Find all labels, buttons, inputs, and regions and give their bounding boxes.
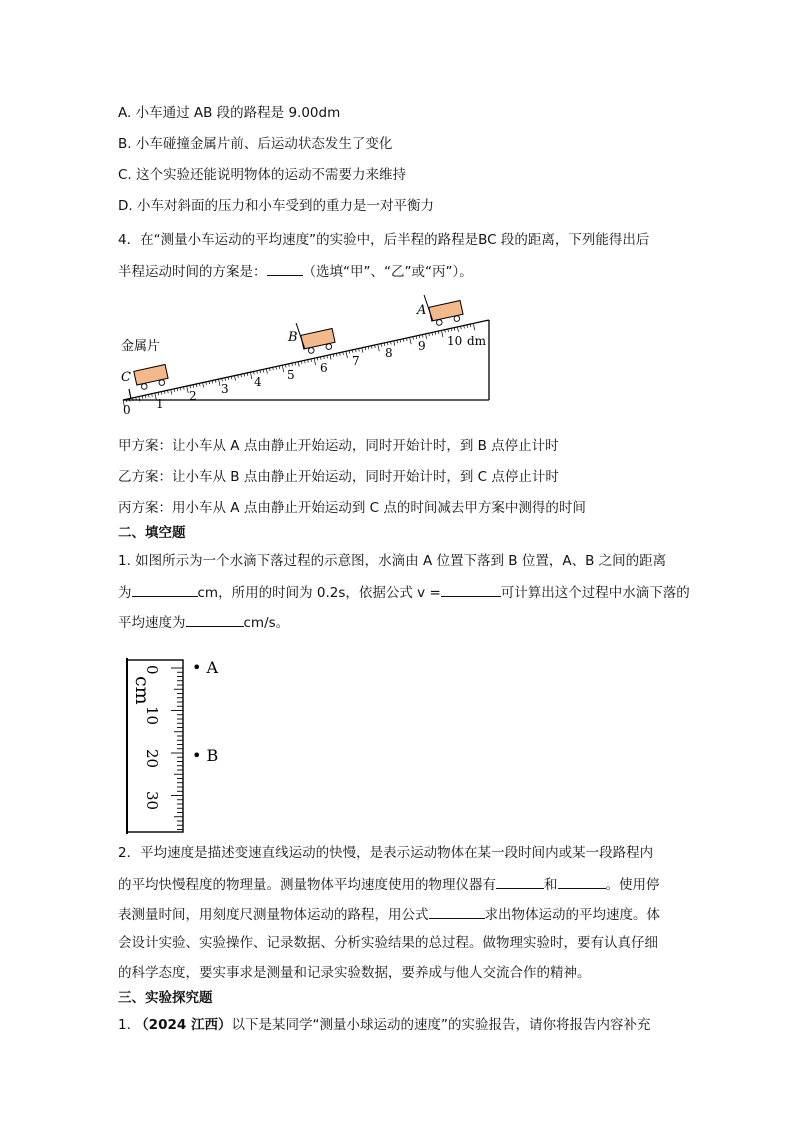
fill2-instrument2-blank[interactable] <box>558 874 606 889</box>
fill2-line3-post: 求出物体运动的平均速度。体 <box>484 907 660 923</box>
ramp-unit: dm <box>467 334 487 348</box>
fill1-line2 <box>118 582 690 602</box>
drop-a: • A <box>192 658 219 677</box>
q4-line2-post: （选填“甲”、“乙”或“丙”）。 <box>302 264 473 280</box>
option-a: A. 小车通过 AB 段的路程是 9.00dm <box>118 105 341 121</box>
cart-b <box>296 316 336 355</box>
cart-a <box>424 290 464 327</box>
fill1-line2-mid: cm，所用的时间为 0.2s，依据公式 v = <box>197 585 441 601</box>
tick-1: 1 <box>156 397 164 411</box>
fill1-line3-pre: 平均速度为 <box>118 615 186 631</box>
tick-2: 2 <box>189 389 197 403</box>
fill2-line5: 的科学态度，要实事求是测量和记录实验数据，要养成与他人交流合作的精神。 <box>118 965 591 981</box>
tick-5: 5 <box>287 368 295 382</box>
ruler-unit: cm <box>131 676 153 705</box>
q4-line1: 4．在“测量小车运动的平均速度”的实验中，后半程的路程是BC 段的距离，下列能得出后 <box>118 232 650 248</box>
ruler-tick-10: 10 <box>143 706 161 726</box>
plan-jia: 甲方案：让小车从 A 点由静止开始运动，同时开始计时，到 B 点停止计时 <box>118 438 559 454</box>
fill2-line1: 2．平均速度是描述变速直线运动的快慢，是表示运动物体在某一段时间内或某一段路程内 <box>118 845 654 861</box>
fill1-line2-pre: 为 <box>118 585 132 601</box>
q4-line2 <box>118 261 473 281</box>
option-c: C. 这个实验还能说明物体的运动不需要力来维持 <box>118 167 407 183</box>
tick-10: 10 <box>447 334 463 348</box>
fill2-line2 <box>118 874 660 894</box>
fill1-line2-post: 可计算出这个过程中水滴下落的 <box>500 585 690 601</box>
fill2-line3-pre: 表测量时间，用刻度尺测量物体运动的路程，用公式 <box>118 907 429 923</box>
fill2-instrument1-blank[interactable] <box>496 874 544 889</box>
fill1-line3 <box>118 612 289 632</box>
section-2-title: 二、填空题 <box>118 525 186 541</box>
cart-c <box>134 365 169 391</box>
exp1-line1-post: 以下是某同学“测量小球运动的速度”的实验报告，请你将报告内容补充 <box>231 1017 651 1033</box>
ramp-ruler-ticks <box>123 323 475 406</box>
tick-9: 9 <box>418 339 426 353</box>
q4-answer-blank[interactable] <box>267 261 303 276</box>
fill2-line4: 会设计实验、实验操作、记录数据、分析实验结果的总过程。做物理实验时，要有认真仔细 <box>118 935 658 951</box>
fill2-line2-mid: 和 <box>544 877 558 893</box>
fill2-formula-blank[interactable] <box>429 904 485 919</box>
fill1-distance-blank[interactable] <box>132 582 198 597</box>
label-b: B <box>288 330 298 345</box>
label-a: A <box>417 303 427 318</box>
ruler-tick-20: 20 <box>143 749 161 769</box>
tick-6: 6 <box>320 361 328 375</box>
tick-3: 3 <box>221 382 229 396</box>
ruler-tick-0: 0 <box>143 665 161 675</box>
exp1-line1 <box>118 1016 650 1034</box>
ruler-tick-30: 30 <box>143 791 161 811</box>
ruler-figure <box>120 654 230 836</box>
exp1-source-tag: （2024 江西） <box>135 1017 232 1033</box>
tick-4: 4 <box>254 375 262 389</box>
tick-0: 0 <box>123 403 131 417</box>
plan-yi: 乙方案：让小车从 B 点由静止开始运动，同时开始计时，到 C 点停止计时 <box>118 469 559 485</box>
tick-7: 7 <box>352 354 360 368</box>
fill1-line3-post: cm/s。 <box>243 615 290 631</box>
fill1-speed-blank[interactable] <box>186 612 244 627</box>
fill1-line1: 1. 如图所示为一个水滴下落过程的示意图，水滴由 A 位置下落到 B 位置，A、B 之间的距离 <box>118 553 667 569</box>
label-c: C <box>121 370 131 385</box>
option-b: B. 小车碰撞金属片前、后运动状态发生了变化 <box>118 136 393 152</box>
tick-8: 8 <box>385 346 393 360</box>
metal-label: 金属片 <box>121 339 161 354</box>
fill2-line2-post: 。使用停 <box>605 877 660 893</box>
metal-plate <box>129 389 131 399</box>
plan-bing: 丙方案：用小车从 A 点由静止开始运动到 C 点的时间减去甲方案中测得的时间 <box>118 500 586 516</box>
option-d: D. 小车对斜面的压力和小车受到的重力是一对平衡力 <box>118 198 434 214</box>
fill1-formula-blank[interactable] <box>441 582 501 597</box>
exp1-line1-pre: 1. <box>118 1017 136 1033</box>
q4-line2-pre: 半程运动时间的方案是： <box>118 264 267 280</box>
fill2-line2-pre: 的平均快慢程度的物理量。测量物体平均速度使用的物理仪器有 <box>118 877 496 893</box>
drop-b: • B <box>192 746 219 765</box>
section-3-title: 三、实验探究题 <box>118 990 213 1006</box>
fill2-line3 <box>118 904 660 924</box>
ramp-figure <box>110 290 500 420</box>
